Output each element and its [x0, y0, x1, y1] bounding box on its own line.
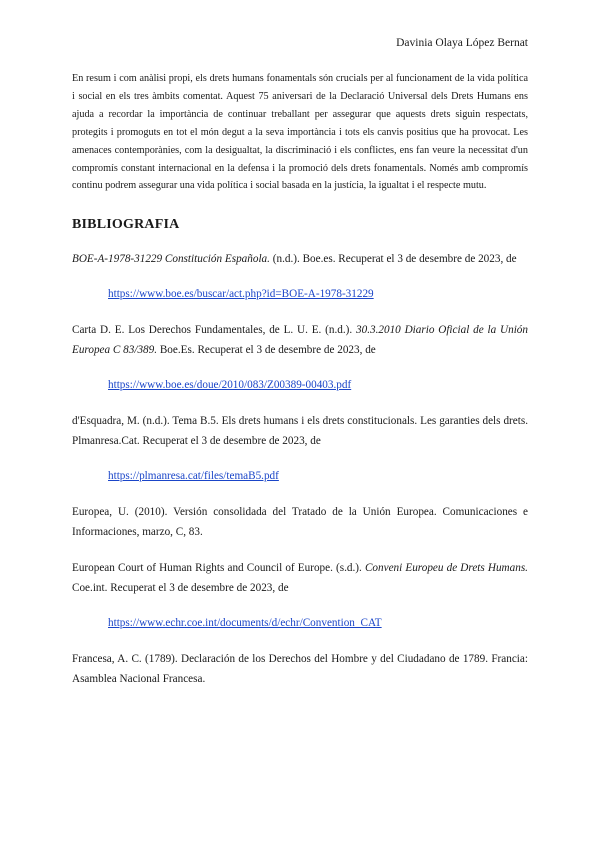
- reference-2-link[interactable]: https://www.boe.es/doue/2010/083/Z00389-00403.pdf: [108, 379, 352, 392]
- reference-3: d'Esquadra, M. (n.d.). Tema B.5. Els drets humans i els drets constitucionals. Les garanties dels drets. Plmanresa.Cat. Recuperat el 3 de desembre de 2023, de: [72, 415, 528, 448]
- reference-4: Europea, U. (2010). Versión consolidada del Tratado de la Unión Europea. Comunicaciones e Informaciones, marzo, C, 83.: [72, 506, 528, 539]
- reference-1-text: (n.d.). Boe.es. Recuperat el 3 de desembre de 2023, de: [269, 253, 517, 266]
- reference-2-title: 30.3.2010 Diario Oficial de la Unión Europea C 83/389.: [72, 324, 528, 357]
- document-body: [72, 70, 528, 689]
- reference-5-text: Coe.int. Recuperat el 3 de desembre de 2023, de: [72, 582, 289, 595]
- reference-5-author: European Court of Human Rights and Council of Europe. (s.d.).: [72, 562, 365, 575]
- reference-5-title: Conveni Europeu de Drets Humans.: [364, 562, 528, 575]
- page-header-author: Davinia Olaya López Bernat: [396, 37, 528, 49]
- reference-3-link[interactable]: https://plmanresa.cat/files/temaB5.pdf: [108, 470, 279, 483]
- reference-2-text: Boe.Es. Recuperat el 3 de desembre de 2023, de: [157, 344, 376, 357]
- reference-1-title: BOE-A-1978-31229 Constitución Española.: [72, 253, 270, 266]
- conclusion-paragraph: En resum i com anàlisi propi, els drets humans fonamentals són crucials per al funcionament de la vida política i social en els tres àmbits comentat. Aquest 75 aniversari de la Declaració Universal dels Drets Humans ens ajuda a recordar la importància de continuar treballant per assegurar que aquests drets siguin respectats, protegits i promoguts en tot el món degut a la seva importància i tots els canvis positius que ha provocat. Les amenaces contemporànies, com la desigualtat, la discriminació i els conflictes, ens fan veure la necessitat d'un compromís constant internacional en la defensa i la promoció dels drets fonamentals. Només amb compromís continu podrem assegurar una vida política i social basada en la justícia, la igualtat i el respecte mutu.: [72, 73, 528, 192]
- reference-2-author: Carta D. E. Los Derechos Fundamentales, de L. U. E. (n.d.).: [72, 324, 357, 337]
- reference-6: Francesa, A. C. (1789). Declaración de los Derechos del Hombre y del Ciudadano de 1789. Francia: Asamblea Nacional Francesa.: [72, 653, 528, 686]
- reference-5: [72, 558, 528, 598]
- reference-1: [72, 249, 528, 269]
- reference-2: [72, 320, 528, 360]
- reference-5-link[interactable]: https://www.echr.coe.int/documents/d/echr/Convention_CAT: [108, 617, 382, 630]
- reference-1-link[interactable]: https://www.boe.es/buscar/act.php?id=BOE-A-1978-31229: [108, 288, 374, 301]
- bibliography-heading: BIBLIOGRAFIA: [72, 217, 180, 233]
